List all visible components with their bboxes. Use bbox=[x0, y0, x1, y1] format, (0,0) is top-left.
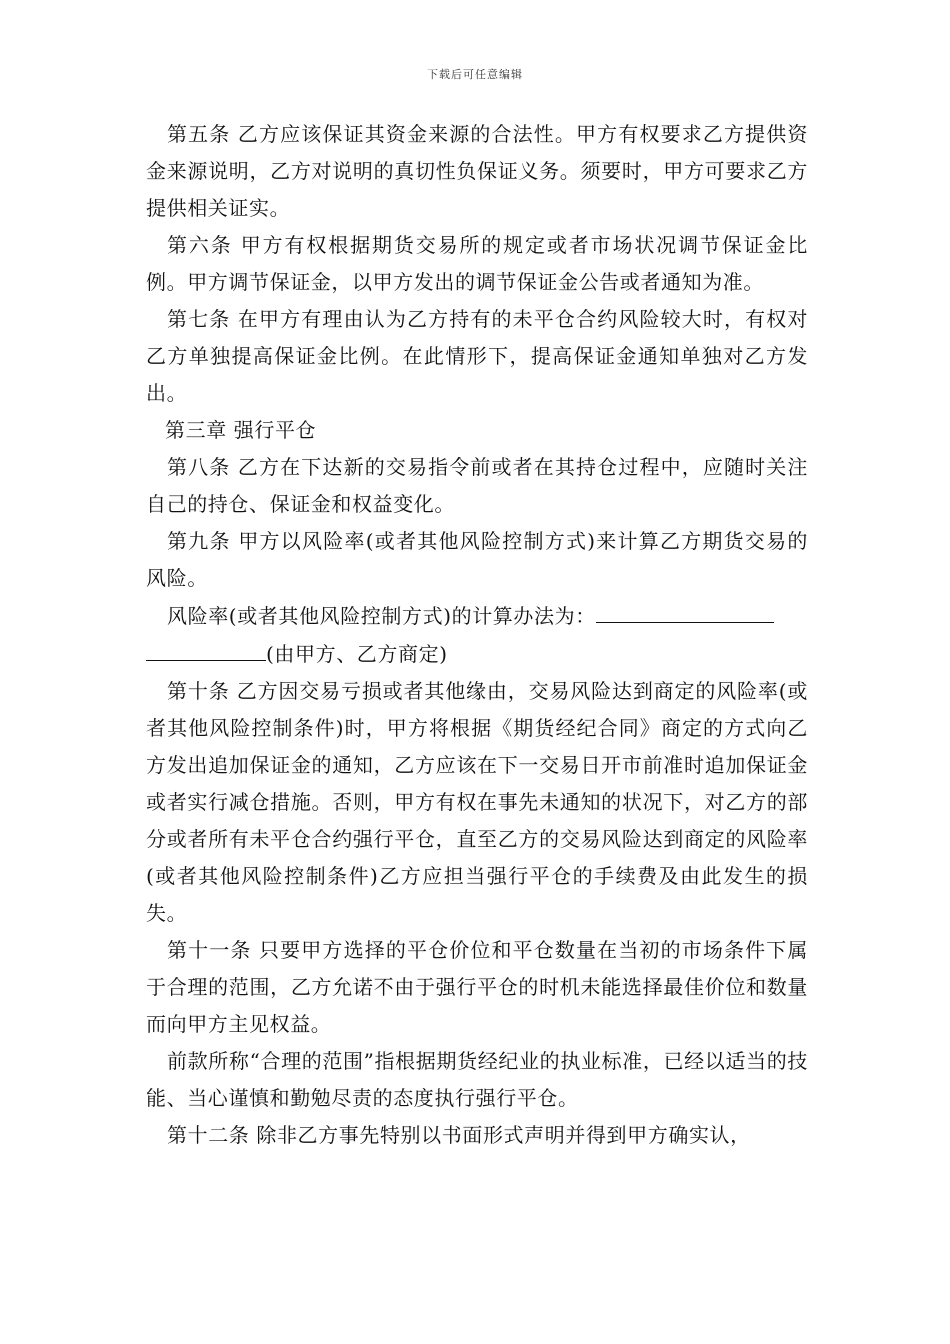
risk-formula-text: 风险率(或者其他风险控制方式)的计算办法为： bbox=[167, 604, 596, 628]
risk-formula-suffix: (由甲方、乙方商定) bbox=[266, 642, 448, 666]
article-6: 第六条 甲方有权根据期货交易所的规定或者市场状况调节保证金比例。甲方调节保证金，以甲方发出的调节保证金公告或者通知为准。 bbox=[146, 233, 808, 294]
fill-in-blank-1 bbox=[596, 597, 774, 623]
article-11-clause: 前款所称“合理的范围”指根据期货经纪业的执业标准，已经以适当的技能、当心谨慎和勤勉尽责的态度执行强行平仓。 bbox=[146, 1049, 808, 1110]
article-5: 第五条 乙方应该保证其资金来源的合法性。甲方有权要求乙方提供资金来源说明，乙方对说明的真切性负保证义务。须要时，甲方可要求乙方提供相关证实。 bbox=[146, 122, 808, 220]
fill-in-blank-2 bbox=[146, 635, 266, 661]
risk-formula-second-line bbox=[146, 635, 808, 673]
article-7: 第七条 在甲方有理由认为乙方持有的未平仓合约风险较大时，有权对乙方单独提高保证金比例。在此情形下，提高保证金通知单独对乙方发出。 bbox=[146, 307, 808, 405]
article-8: 第八条 乙方在下达新的交易指令前或者在其持仓过程中，应随时关注自己的持仓、保证金和权益变化。 bbox=[146, 455, 808, 516]
risk-formula-paragraph bbox=[146, 597, 808, 673]
article-10: 第十条 乙方因交易亏损或者其他缘由，交易风险达到商定的风险率(或者其他风险控制条件)时，甲方将根据《期货经纪合同》商定的方式向乙方发出追加保证金的通知，乙方应该在下一交易日开市前准时追加保证金或者实行减仓措施。否则，甲方有权在事先未通知的状况下，对乙方的部分或者所有未平仓合约强行平仓，直至乙方的交易风险达到商定的风险率(或者其他风险控制条件)乙方应担当强行平仓的手续费及由此发生的损失。 bbox=[146, 679, 808, 925]
article-12: 第十二条 除非乙方事先特别以书面形式声明并得到甲方确实认， bbox=[167, 1123, 751, 1147]
article-9: 第九条 甲方以风险率(或者其他风险控制方式)来计算乙方期货交易的风险。 bbox=[146, 529, 808, 590]
chapter-3-heading: 第三章 强行平仓 bbox=[165, 418, 317, 442]
document-body bbox=[146, 116, 808, 1154]
article-11: 第十一条 只要甲方选择的平仓价位和平仓数量在当初的市场条件下属于合理的范围，乙方允诺不由于强行平仓的时机未能选择最佳价位和数量而向甲方主见权益。 bbox=[146, 938, 808, 1036]
page-header-note: 下载后可任意编辑 bbox=[427, 68, 523, 81]
